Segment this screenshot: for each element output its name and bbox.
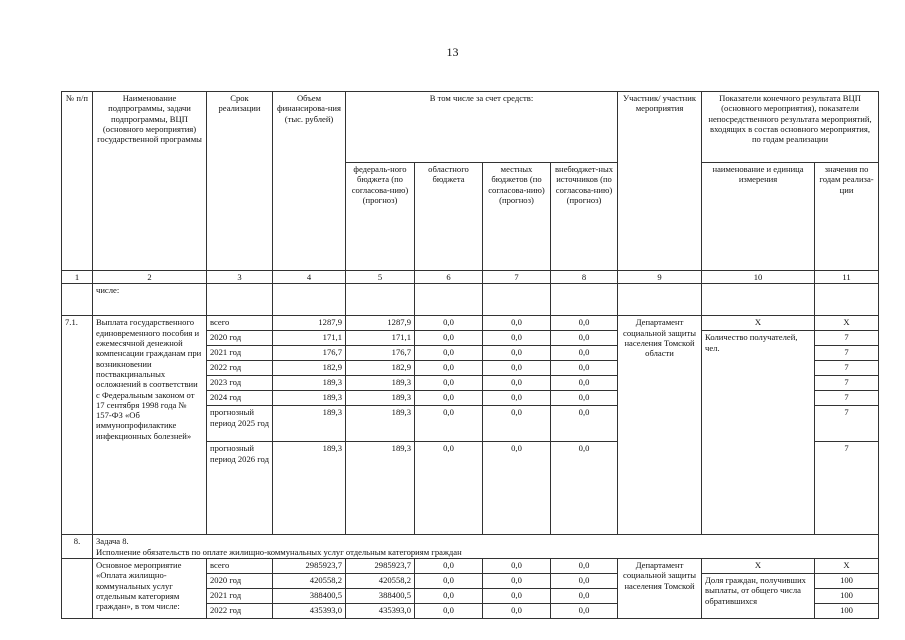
col-number: 11 bbox=[815, 271, 879, 284]
activity-name: Основное мероприятие «Оплата жилищно-коммунальных услуг отдельным категориям граждан», в том числе: bbox=[93, 558, 207, 618]
task-row bbox=[62, 535, 879, 559]
table-cell: 0,0 bbox=[551, 603, 618, 618]
table-cell: 100 bbox=[815, 573, 879, 588]
program-table bbox=[61, 91, 879, 619]
item-number: 7.1. bbox=[62, 316, 93, 535]
table-cell: X bbox=[815, 316, 879, 331]
table-cell: 0,0 bbox=[551, 331, 618, 346]
table-cell: 7 bbox=[815, 406, 879, 442]
header-ind-values: значения по годам реализа-ции bbox=[815, 163, 879, 271]
header-name: Наименование подпрограммы, задачи подпрограммы, ВЦП (основного мероприятия) государственной программы bbox=[93, 92, 207, 271]
table-cell: 2020 год bbox=[207, 331, 273, 346]
header-num: № п/п bbox=[62, 92, 93, 271]
table-cell: 176,7 bbox=[273, 346, 346, 361]
table-cell: 0,0 bbox=[415, 406, 483, 442]
table-cell: 100 bbox=[815, 588, 879, 603]
table-cell: 0,0 bbox=[483, 406, 551, 442]
table-cell: 189,3 bbox=[273, 376, 346, 391]
task-description: Исполнение обязательств по оплате жилищно-коммунальных услуг отдельным категориям граждан bbox=[96, 546, 462, 557]
table-cell: 182,9 bbox=[273, 361, 346, 376]
table-cell: 0,0 bbox=[483, 603, 551, 618]
table-cell: 189,3 bbox=[273, 406, 346, 442]
table-cell: 0,0 bbox=[415, 603, 483, 618]
table-cell: 1287,9 bbox=[273, 316, 346, 331]
table-cell: 0,0 bbox=[551, 406, 618, 442]
table-cell: 7 bbox=[815, 391, 879, 406]
table-cell: 0,0 bbox=[551, 442, 618, 535]
table-cell: X bbox=[815, 558, 879, 573]
col-number: 9 bbox=[618, 271, 702, 284]
header-row bbox=[62, 92, 879, 163]
table-cell: 0,0 bbox=[551, 316, 618, 331]
table-cell: 0,0 bbox=[551, 573, 618, 588]
table-cell: 7 bbox=[815, 361, 879, 376]
table-cell: 189,3 bbox=[346, 406, 415, 442]
task-title: Задача 8. bbox=[96, 536, 129, 547]
table-cell: 0,0 bbox=[551, 558, 618, 573]
table-cell: 0,0 bbox=[483, 346, 551, 361]
table-cell: 0,0 bbox=[415, 316, 483, 331]
table-cell: 0,0 bbox=[551, 376, 618, 391]
table-cell: 0,0 bbox=[483, 558, 551, 573]
table-cell: 0,0 bbox=[551, 361, 618, 376]
fragment-row bbox=[62, 284, 879, 316]
indicator-name: Количество получателей, чел. bbox=[702, 331, 815, 535]
header-regional: областного бюджета bbox=[415, 163, 483, 271]
table-cell: 0,0 bbox=[483, 361, 551, 376]
table-cell: 0,0 bbox=[551, 346, 618, 361]
table-cell: прогнозный период 2026 год bbox=[207, 442, 273, 535]
table-cell: 1287,9 bbox=[346, 316, 415, 331]
table-cell: 0,0 bbox=[483, 376, 551, 391]
table-cell: 0,0 bbox=[415, 573, 483, 588]
table-cell: 2022 год bbox=[207, 603, 273, 618]
col-number: 8 bbox=[551, 271, 618, 284]
table-cell: 2985923,7 bbox=[273, 558, 346, 573]
table-cell: 2023 год bbox=[207, 376, 273, 391]
table-cell: 388400,5 bbox=[346, 588, 415, 603]
table-cell: 0,0 bbox=[415, 331, 483, 346]
table-cell: 0,0 bbox=[483, 442, 551, 535]
indicator-name: Доля граждан, получивших выплаты, от общего числа обратившихся bbox=[702, 573, 815, 618]
table-cell: 0,0 bbox=[483, 391, 551, 406]
header-participant: Участник/ участник мероприятия bbox=[618, 92, 702, 271]
table-cell: 0,0 bbox=[483, 316, 551, 331]
table-cell: 0,0 bbox=[415, 588, 483, 603]
table-cell: 0,0 bbox=[415, 346, 483, 361]
column-numbers-row bbox=[62, 271, 879, 284]
table-cell: X bbox=[702, 316, 815, 331]
table-cell: 420558,2 bbox=[273, 573, 346, 588]
header-term: Срок реализации bbox=[207, 92, 273, 271]
table-cell: 435393,0 bbox=[346, 603, 415, 618]
col-number: 2 bbox=[93, 271, 207, 284]
table-cell: 189,3 bbox=[346, 391, 415, 406]
col-number: 1 bbox=[62, 271, 93, 284]
table-cell: 189,3 bbox=[273, 442, 346, 535]
table-cell: 7 bbox=[815, 346, 879, 361]
table-cell: 2022 год bbox=[207, 361, 273, 376]
table-cell: 0,0 bbox=[415, 391, 483, 406]
table-cell: 0,0 bbox=[551, 391, 618, 406]
table-cell: 176,7 bbox=[346, 346, 415, 361]
table-cell: 189,3 bbox=[346, 442, 415, 535]
task-number: 8. bbox=[62, 535, 93, 559]
col-number: 5 bbox=[346, 271, 415, 284]
participant: Департамент социальной защиты населения Томской области bbox=[618, 316, 702, 535]
col-number: 4 bbox=[273, 271, 346, 284]
item-name: Выплата государственного единовременного пособия и ежемесячной денежной компенсации гражданам при возникновении поствакцинальных осложнений в соответствии с Федеральным законом от 17 сентября 1998 года № 157-ФЗ «Об иммунопрофилактике инфекционных болезней» bbox=[93, 316, 207, 535]
page-number: 13 bbox=[446, 45, 459, 59]
table-cell: 2021 год bbox=[207, 588, 273, 603]
col-number: 10 bbox=[702, 271, 815, 284]
table-cell: 0,0 bbox=[551, 588, 618, 603]
table-row bbox=[62, 316, 879, 331]
table-cell: 0,0 bbox=[415, 376, 483, 391]
table-cell: 2021 год bbox=[207, 346, 273, 361]
table-cell: 189,3 bbox=[346, 376, 415, 391]
table-cell: 2985923,7 bbox=[346, 558, 415, 573]
table-cell: всего bbox=[207, 316, 273, 331]
col-number: 7 bbox=[483, 271, 551, 284]
header-federal: федераль-ного бюджета (по согласова-нию) (прогноз) bbox=[346, 163, 415, 271]
fragment-text: числе: bbox=[93, 284, 207, 316]
header-volume: Объем финансирова-ния (тыс. рублей) bbox=[273, 92, 346, 271]
header-local: местных бюджетов (по согласова-нию) (прогноз) bbox=[483, 163, 551, 271]
table-cell: 7 bbox=[815, 442, 879, 535]
col-number: 3 bbox=[207, 271, 273, 284]
table-cell: 420558,2 bbox=[346, 573, 415, 588]
table-cell: 0,0 bbox=[415, 558, 483, 573]
table-cell: 2020 год bbox=[207, 573, 273, 588]
table-cell: 0,0 bbox=[483, 331, 551, 346]
table-cell: 0,0 bbox=[483, 573, 551, 588]
table-cell: 435393,0 bbox=[273, 603, 346, 618]
participant: Департамент социальной защиты населения Томской bbox=[618, 558, 702, 618]
table-cell: 189,3 bbox=[273, 391, 346, 406]
table-cell: 182,9 bbox=[346, 361, 415, 376]
table-cell: 100 bbox=[815, 603, 879, 618]
header-including: В том числе за счет средств: bbox=[346, 92, 618, 163]
table-cell: 2024 год bbox=[207, 391, 273, 406]
table-cell: 388400,5 bbox=[273, 588, 346, 603]
table-cell: X bbox=[702, 558, 815, 573]
table-cell: 0,0 bbox=[415, 361, 483, 376]
table-cell: всего bbox=[207, 558, 273, 573]
col-number: 6 bbox=[415, 271, 483, 284]
table-row bbox=[62, 558, 879, 573]
header-indicators: Показатели конечного результата ВЦП (основного мероприятия), показатели непосредственного результата мероприятий, входящих в состав основного мероприятия, по годам реализации bbox=[702, 92, 879, 163]
table-cell: прогнозный период 2025 год bbox=[207, 406, 273, 442]
header-offbudget: внебюджет-ных источников (по согласова-нию) (прогноз) bbox=[551, 163, 618, 271]
task-title-cell bbox=[93, 535, 879, 559]
header-ind-name: наименование и единица измерения bbox=[702, 163, 815, 271]
table-cell: 7 bbox=[815, 376, 879, 391]
table-cell: 171,1 bbox=[346, 331, 415, 346]
table-cell: 0,0 bbox=[483, 588, 551, 603]
table-cell: 171,1 bbox=[273, 331, 346, 346]
table-cell: 0,0 bbox=[415, 442, 483, 535]
table-cell: 7 bbox=[815, 331, 879, 346]
